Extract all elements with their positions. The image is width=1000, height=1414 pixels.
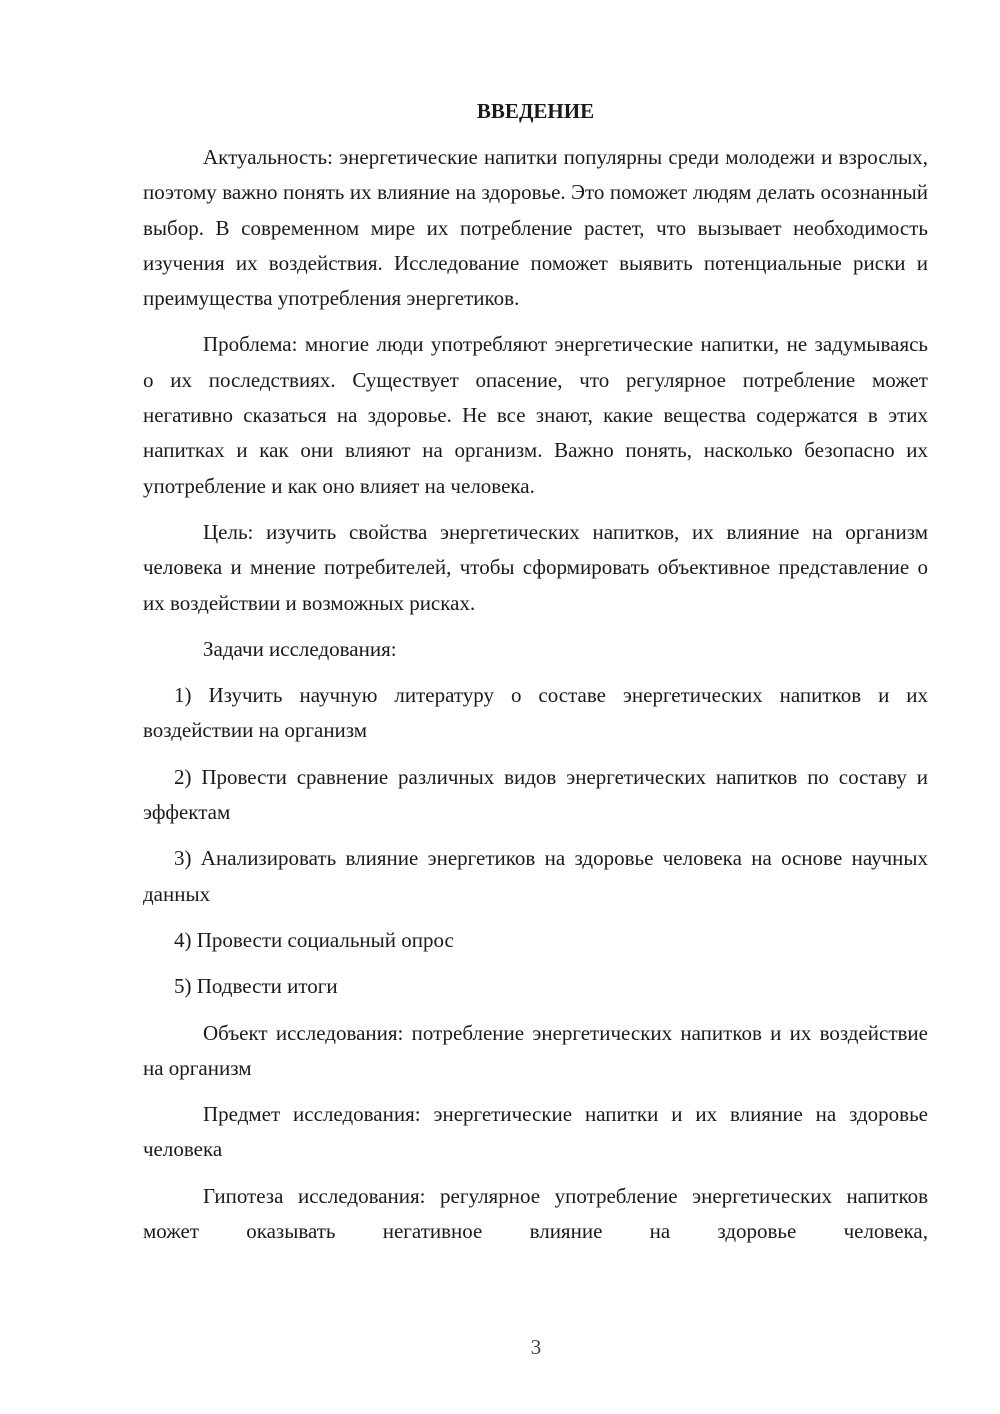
section-title: ВВЕДЕНИЕ <box>476 99 595 123</box>
task-item-4: 4) Провести социальный опрос <box>174 927 454 952</box>
document-page <box>143 96 928 1249</box>
page-number: 3 <box>530 1335 542 1359</box>
paragraph-goal: Цель: изучить свойства энергетических напитков, их влияние на организм человека и мнение потребителей, чтобы сформировать объективное представление о их воздействии и возможных рисках. <box>143 519 928 615</box>
paragraph-hypothesis: Гипотеза исследования: регулярное употребление энергетических напитков может оказывать негативное влияние на здоровье человека, <box>143 1183 928 1244</box>
paragraph-relevance: Актуальность: энергетические напитки популярны среди молодежи и взрослых, поэтому важно понять их влияние на здоровье. Это поможет людям делать осознанный выбор. В современном мире их потребление растет, что вызывает необходимость изучения их воздействия. Исследование поможет выявить потенциальные риски и преимущества употребления энергетиков. <box>143 145 928 311</box>
task-item-3: 3) Анализировать влияние энергетиков на здоровье человека на основе научных данных <box>143 846 928 906</box>
paragraph-problem: Проблема: многие люди употребляют энергетические напитки, не задумываясь о их последствиях. Существует опасение, что регулярное потребление может негативно сказаться на здоровье. Не все знают, какие вещества содержатся в этих напитках и как они влияют на организм. Важно понять, насколько безопасно их употребление и как оно влияет на человека. <box>143 332 928 498</box>
paragraph-subject: Предмет исследования: энергетические напитки и их влияние на здоровье человека <box>143 1102 928 1162</box>
paragraph-tasks-heading: Задачи исследования: <box>203 636 397 661</box>
paragraph-object: Объект исследования: потребление энергетических напитков и их воздействие на организм <box>143 1020 928 1080</box>
task-item-5: 5) Подвести итоги <box>174 974 338 999</box>
task-item-2: 2) Провести сравнение различных видов энергетических напитков по составу и эффектам <box>143 764 928 825</box>
task-item-1: 1) Изучить научную литературу о составе энергетических напитков и их воздействии на организм <box>143 683 928 743</box>
